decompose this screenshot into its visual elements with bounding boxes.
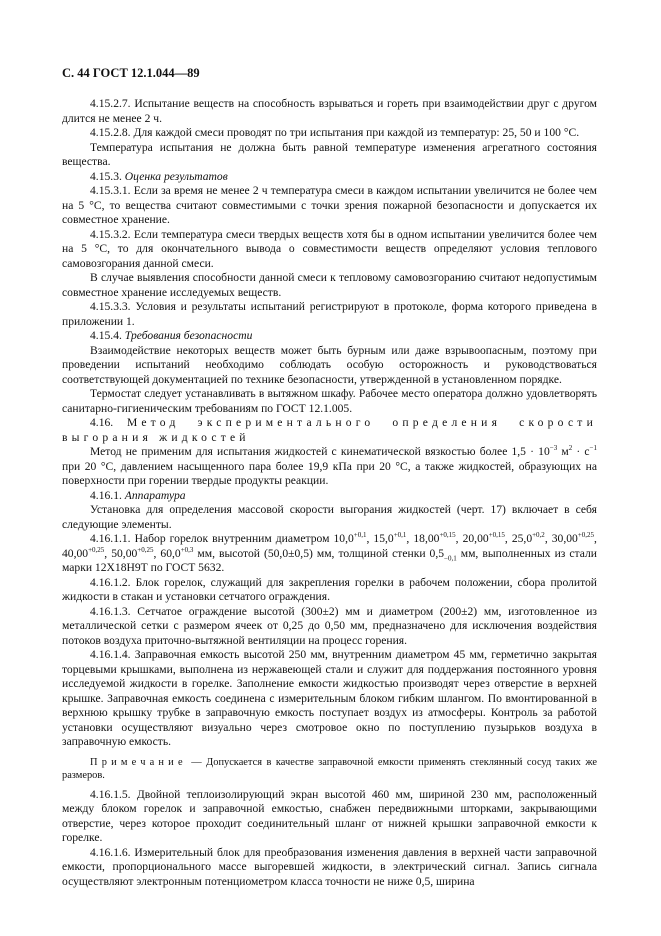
section-number: 4.16.1. bbox=[90, 488, 122, 502]
tolerance: +0,15 bbox=[439, 531, 456, 540]
text-run: , 30,00 bbox=[544, 532, 578, 545]
section-heading bbox=[62, 329, 597, 344]
note-label: Примечание bbox=[90, 756, 187, 768]
tolerance: +0,15 bbox=[488, 531, 505, 540]
paragraph: 4.16.1.4. Заправочная емкость высотой 250 мм, внутренним диаметром 45 мм, герметично закрытая торцевыми крышками, выполнена из нержавеющей стали и служит для поддержания постоянного уровня исследуемой жидкости в горелке. Заполнение емкости жидкостью производят через отверстие в верхней крышке. Заправочная емкость соединена с измерительным блоком гибким шлангом. По вмонтированной в верхнюю крышку трубке в заправочную емкость поступает воздух из атмосферы. Контроль за работой установки осуществляют визуально через смотровое окно по поступлению пузырьков воздуха в заправочную емкость. bbox=[62, 648, 597, 748]
paragraph: 4.16.1.6. Измерительный блок для преобразования изменения давления в верхней части заправочной емкости, пропорционального массе выгоревшей жидкости, в электрический сигнал. Запись сигнала осуществляют электронным потенциометром класса точности не ниже 0,5, ширина bbox=[62, 845, 597, 888]
text-run: , 15,0 bbox=[366, 532, 394, 545]
paragraph: Установка для определения массовой скорости выгорания жидкостей (черт. 17) включает в себя следующие элементы. bbox=[62, 503, 597, 531]
text-run: при 20 °С, давлением насыщенного пара более 19,9 кПа при 20 °С, а также жидкостей, образующих на поверхности при горении твердые продукты реакции. bbox=[62, 459, 597, 487]
section-heading bbox=[62, 170, 597, 185]
text-run: 4.16.1.1. Набор горелок внутренним диаметром 10,0 bbox=[90, 532, 354, 545]
note-text: — Допускается в качестве заправочной емкости применять стеклянный сосуд таких же размеров. bbox=[62, 756, 597, 781]
superscript: −3 bbox=[549, 444, 558, 453]
text-run: мм, выполненных из стали марки 12Х18Н9Т по ГОСТ 5632. bbox=[62, 546, 597, 574]
section-title: Оценка результатов bbox=[124, 169, 228, 183]
tolerance: +0,25 bbox=[137, 545, 154, 554]
text-run: , 60,0 bbox=[153, 546, 181, 560]
paragraph: 4.16.1.3. Сетчатое ограждение высотой (300±2) мм и диаметром (200±2) мм, изготовленное из металлической сетки с размером ячеек от 0,25 до 0,50 мм, предназначено для исключения воздействия потоков воздуха приточно-вытяжной вентиляции на процесс горения. bbox=[62, 604, 597, 647]
section-number: 4.15.3. bbox=[90, 169, 122, 183]
text-run: · с bbox=[572, 445, 590, 458]
document-body bbox=[62, 97, 597, 889]
tolerance: +0,2 bbox=[532, 531, 545, 540]
paragraph: 4.15.2.7. Испытание веществ на способность взрываться и гореть при взаимодействии друг с другом длится не менее 2 ч. bbox=[62, 97, 597, 125]
method-heading bbox=[62, 416, 597, 445]
text-run: , 20,00 bbox=[455, 532, 489, 545]
paragraph: Температура испытания не должна быть равной температуре изменения агрегатного состояния вещества. bbox=[62, 140, 597, 168]
text-run: , 18,00 bbox=[406, 532, 440, 545]
section-title: Требования безопасности bbox=[124, 329, 253, 342]
page-header: С. 44 ГОСТ 12.1.044—89 bbox=[62, 66, 200, 80]
paragraph bbox=[62, 532, 597, 576]
paragraph: В случае выявления способности данной смеси к тепловому самовозгоранию считают недопустимым совместное хранение исследуемых веществ. bbox=[62, 271, 597, 299]
section-title: Аппаратура bbox=[124, 488, 186, 502]
tolerance: +0,25 bbox=[88, 545, 105, 554]
superscript: −1 bbox=[589, 444, 597, 453]
tolerance: +0,1 bbox=[353, 531, 367, 540]
paragraph bbox=[62, 445, 597, 489]
paragraph: 4.15.3.3. Условия и результаты испытаний регистрируют в протоколе, форма которого приведена в приложении 1. bbox=[62, 300, 597, 328]
section-number: 4.16. bbox=[90, 416, 114, 429]
tolerance: +0,1 bbox=[393, 531, 407, 540]
paragraph: 4.16.1.2. Блок горелок, служащий для закрепления горелки в рабочем положении, сбора пролитой жидкости в стакан и установки сетчатого ограждения. bbox=[62, 575, 597, 603]
paragraph: 4.15.3.2. Если температура смеси твердых веществ хотя бы в одном испытании увеличится более чем на 5 °С, то для окончательного вывода о совместимости веществ определяют условия теплового самовозгорания данной смеси. bbox=[62, 227, 597, 270]
paragraph: 4.15.3.1. Если за время не менее 2 ч температура смеси в каждом испытании увеличится не более чем на 5 °С, то вещества считают совместимыми с точки зрения пожарной безопасности и допускается их совместное хранение. bbox=[62, 184, 597, 226]
superscript: 2 bbox=[568, 444, 573, 453]
section-number: 4.15.4. bbox=[90, 329, 122, 342]
text-run: мм, высотой (50,0±0,5) мм, толщиной стенки 0,5 bbox=[193, 546, 445, 560]
tolerance: −0,1 bbox=[444, 553, 457, 562]
method-title: Метод экспериментального определения скорости выгорания жидкостей bbox=[62, 416, 597, 444]
tolerance: +0,3 bbox=[180, 545, 194, 554]
paragraph: 4.15.2.8. Для каждой смеси проводят по три испытания при каждой из температур: 25, 50 и 100 °С. bbox=[90, 126, 580, 139]
paragraph: Термостат следует устанавливать в вытяжном шкафу. Рабочее место оператора должно удовлетворять санитарно-гигиеническим требованиям по ГОСТ 12.1.005. bbox=[62, 387, 597, 415]
text-run: , 40,00 bbox=[62, 532, 597, 560]
section-heading bbox=[62, 489, 597, 504]
paragraph: Взаимодействие некоторых веществ может быть бурным или даже взрывоопасным, поэтому при проведении испытаний необходимо соблюдать особую осторожность и руководствоваться соответствующей документацией по технике безопасности, утвержденной в установленном порядке. bbox=[62, 343, 597, 386]
text-run: м bbox=[557, 445, 569, 458]
text-run: Метод не применим для испытания жидкостей с кинематической вязкостью более 1,5 · 10 bbox=[90, 445, 550, 458]
paragraph: 4.16.1.5. Двойной теплоизолирующий экран высотой 460 мм, шириной 230 мм, расположенный между блоком горелок и заправочной емкостью, снабжен передвижными шторками, закрывающими отверстие, через которое проходит соединительный шланг от нижней крышки заправочной емкости к горелке. bbox=[62, 787, 597, 844]
text-run: , 25,0 bbox=[504, 532, 533, 545]
text-run: , 50,00 bbox=[104, 546, 138, 560]
note bbox=[62, 756, 597, 783]
tolerance: +0,25 bbox=[577, 531, 595, 540]
